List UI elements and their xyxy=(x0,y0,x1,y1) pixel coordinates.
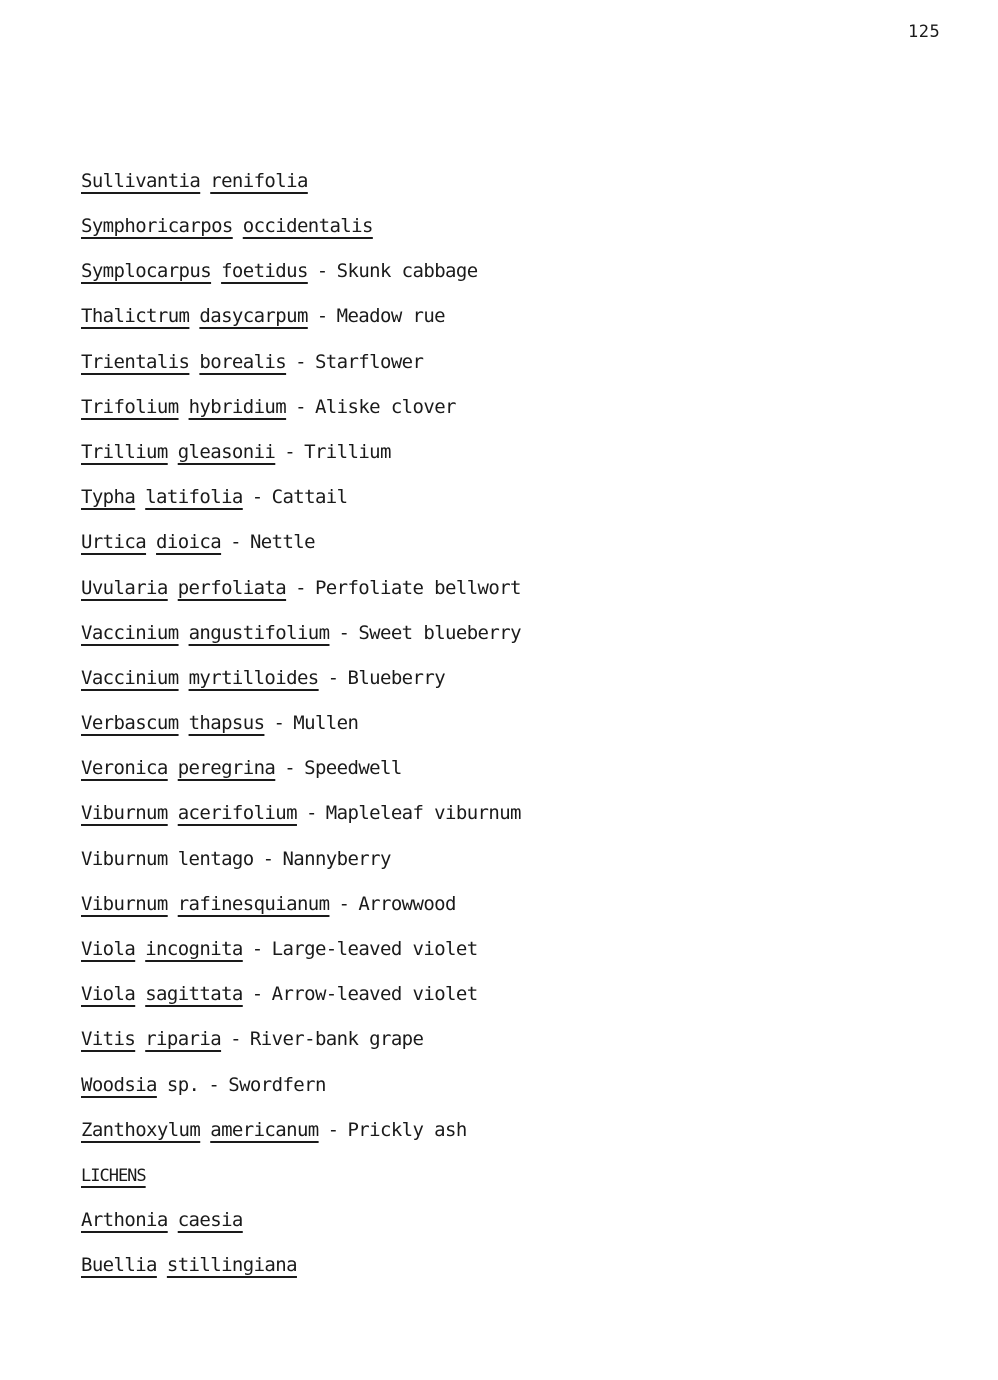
species-name: caesia xyxy=(177,1209,243,1232)
species-name: thapsus xyxy=(188,712,265,735)
list-item xyxy=(81,390,521,435)
list-item xyxy=(81,977,521,1022)
common-name: Arrow-leaved violet xyxy=(271,983,478,1006)
list-item xyxy=(81,1113,521,1158)
list-item xyxy=(81,887,521,932)
genus-name: Arthonia xyxy=(81,1209,168,1232)
list-item xyxy=(81,299,521,344)
species-name: perfoliata xyxy=(177,576,287,599)
list-item xyxy=(81,164,521,209)
genus-name: Vitis xyxy=(81,1028,136,1051)
common-name: Starflower xyxy=(314,350,424,373)
genus-name: Viola xyxy=(81,983,136,1006)
genus-name: Uvularia xyxy=(81,576,168,599)
species-name: rafinesquianum xyxy=(177,892,330,915)
species-name: myrtilloides xyxy=(188,666,319,689)
genus-name: Buellia xyxy=(81,1254,157,1277)
dash-separator: - xyxy=(208,1073,220,1096)
common-name: Arrowwood xyxy=(358,892,456,915)
species-name: occidentalis xyxy=(242,215,373,238)
list-item xyxy=(81,1022,521,1067)
species-name: acerifolium xyxy=(177,802,297,825)
genus-name: Trillium xyxy=(81,440,168,463)
list-item xyxy=(81,751,521,796)
species-name: riparia xyxy=(145,1028,222,1051)
list-item xyxy=(81,616,521,661)
list-item xyxy=(81,796,521,841)
species-name: incognita xyxy=(145,938,243,960)
species-name: sp. xyxy=(166,1073,200,1096)
common-name: Perfoliate bellwort xyxy=(314,576,521,599)
list-item xyxy=(81,932,521,977)
species-name: sagittata xyxy=(145,983,243,1006)
species-name: americanum xyxy=(210,1118,319,1141)
list-item xyxy=(81,842,521,887)
list-item xyxy=(81,661,521,706)
list-item xyxy=(81,254,521,299)
species-name: hybridium xyxy=(188,395,287,418)
common-name: Trillium xyxy=(304,440,391,463)
list-item xyxy=(81,525,521,570)
species-name: dioica xyxy=(156,531,222,554)
common-name: Meadow rue xyxy=(336,305,446,328)
list-item xyxy=(81,1248,521,1293)
species-name: renifolia xyxy=(210,170,308,192)
dash-separator: - xyxy=(230,1028,241,1051)
dash-separator: - xyxy=(251,938,263,960)
dash-separator: - xyxy=(262,847,274,870)
dash-separator: - xyxy=(284,757,296,780)
list-item xyxy=(81,1068,521,1113)
common-name: River-bank grape xyxy=(249,1028,424,1051)
dash-separator: - xyxy=(295,576,306,599)
species-name: latifolia xyxy=(145,486,243,509)
species-name: peregrina xyxy=(177,757,276,780)
species-name: borealis xyxy=(199,350,287,373)
list-item xyxy=(81,480,521,525)
common-name: Large-leaved violet xyxy=(271,938,478,960)
dash-separator: - xyxy=(338,621,350,644)
common-name: Mapleleaf viburnum xyxy=(325,802,521,825)
dash-separator: - xyxy=(295,395,306,418)
dash-separator: - xyxy=(327,1118,339,1141)
species-name: foetidus xyxy=(221,260,308,283)
common-name: Skunk cabbage xyxy=(336,260,478,283)
common-name: Speedwell xyxy=(304,757,402,780)
dash-separator: - xyxy=(338,892,350,915)
dash-separator: - xyxy=(316,260,328,283)
genus-name: Woodsia xyxy=(81,1073,157,1096)
common-name: Nettle xyxy=(249,531,315,554)
genus-name: Viburnum xyxy=(81,847,168,870)
list-item xyxy=(81,435,521,480)
genus-name: Trifolium xyxy=(81,395,179,418)
genus-name: Vaccinium xyxy=(81,621,179,644)
species-name: lentago xyxy=(177,847,254,870)
species-name: stillingiana xyxy=(166,1254,297,1277)
genus-name: Symphoricarpos xyxy=(81,215,233,238)
common-name: Sweet blueberry xyxy=(358,621,521,644)
common-name: Prickly ash xyxy=(347,1118,467,1141)
list-item xyxy=(81,571,521,616)
species-name: gleasonii xyxy=(177,440,276,463)
genus-name: Zanthoxylum xyxy=(81,1118,201,1141)
genus-name: Viola xyxy=(81,938,136,960)
genus-name: Thalictrum xyxy=(81,305,190,328)
genus-name: Viburnum xyxy=(81,802,168,825)
genus-name: Sullivantia xyxy=(81,170,201,192)
common-name: Cattail xyxy=(271,486,348,509)
list-item xyxy=(81,1203,521,1248)
species-name: angustifolium xyxy=(188,621,330,644)
species-name: dasycarpum xyxy=(199,305,308,328)
section-heading-row xyxy=(81,1158,521,1203)
common-name: Blueberry xyxy=(347,666,446,689)
dash-separator: - xyxy=(327,666,339,689)
dash-separator: - xyxy=(251,486,263,509)
genus-name: Urtica xyxy=(81,531,147,554)
genus-name: Typha xyxy=(81,486,136,509)
dash-separator: - xyxy=(284,440,296,463)
common-name: Mullen xyxy=(293,712,359,735)
genus-name: Symplocarpus xyxy=(81,260,212,283)
section-heading: LICHENS xyxy=(81,1165,146,1186)
genus-name: Viburnum xyxy=(81,892,168,915)
dash-separator: - xyxy=(230,531,241,554)
dash-separator: - xyxy=(273,712,285,735)
list-item xyxy=(81,345,521,390)
species-list xyxy=(81,164,521,1294)
genus-name: Vaccinium xyxy=(81,666,179,689)
genus-name: Veronica xyxy=(81,757,168,780)
common-name: Aliske clover xyxy=(314,395,456,418)
common-name: Swordfern xyxy=(228,1073,326,1096)
dash-separator: - xyxy=(316,305,328,328)
genus-name: Verbascum xyxy=(81,712,179,735)
dash-separator: - xyxy=(305,802,317,825)
common-name: Nannyberry xyxy=(282,847,391,870)
dash-separator: - xyxy=(251,983,263,1006)
list-item xyxy=(81,706,521,751)
dash-separator: - xyxy=(295,350,306,373)
genus-name: Trientalis xyxy=(81,350,190,373)
list-item xyxy=(81,209,521,254)
page-number: 125 xyxy=(908,22,941,42)
